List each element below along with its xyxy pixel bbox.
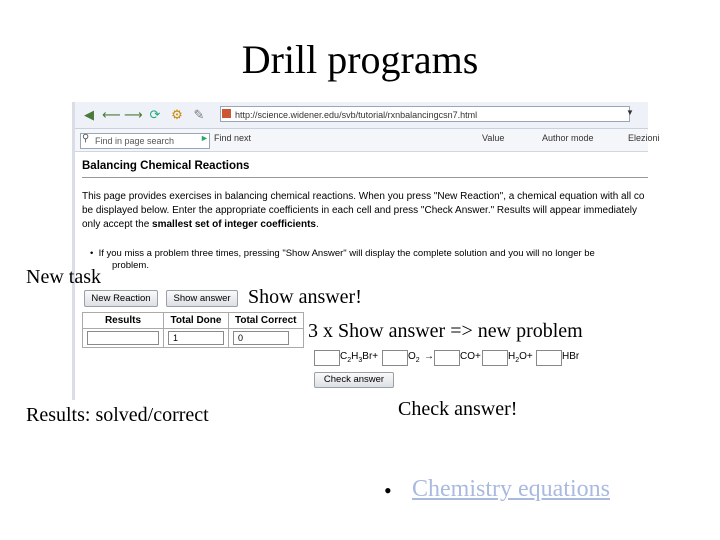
table-row xyxy=(83,329,304,348)
find-next-icon[interactable]: ► xyxy=(200,133,209,143)
favicon-icon xyxy=(222,109,231,118)
edit-icon[interactable]: ✎ xyxy=(193,107,205,122)
total-done-field[interactable]: 1 xyxy=(168,331,224,345)
chemistry-equations-link[interactable]: Chemistry equations xyxy=(412,476,610,502)
species-o2 xyxy=(408,350,420,368)
reload-icon[interactable]: ⟳ xyxy=(149,107,161,122)
intro-line-1: This page provides exercises in balancing chemical reactions. When you press "New Reaction", a chemical equation with all co xyxy=(82,191,645,202)
total-correct-field[interactable]: 0 xyxy=(233,331,289,345)
intro-line-3-post: . xyxy=(316,219,319,230)
intro-line-2: be displayed below. Enter the appropriate coefficients in each cell and press "Check Answer." Results will appear immediately xyxy=(82,205,637,216)
species-2-sub: 2 xyxy=(415,357,420,364)
heading-divider xyxy=(82,177,648,178)
show-answer-button[interactable]: Show answer xyxy=(166,290,238,307)
new-reaction-button[interactable]: New Reaction xyxy=(84,290,158,307)
annotation-check-answer: Check answer! xyxy=(398,398,518,420)
species-1-end: Br+ xyxy=(362,351,379,362)
results-table xyxy=(82,312,304,348)
species-h2o xyxy=(508,350,533,368)
annotation-new-task: New task xyxy=(26,266,101,288)
coefficient-input-1[interactable] xyxy=(314,350,340,366)
find-next-button[interactable]: Find next xyxy=(214,133,252,143)
annotation-show-answer: Show answer! xyxy=(248,286,362,308)
page-bullet xyxy=(90,248,595,272)
coefficient-input-5[interactable] xyxy=(536,350,562,366)
species-c2h3br xyxy=(340,350,378,368)
annotation-three-x: 3 x Show answer => new problem xyxy=(308,320,583,342)
species-4-sub: 2 xyxy=(515,357,520,364)
species-2-o: O xyxy=(408,351,416,362)
species-1-h: H xyxy=(351,351,359,362)
intro-line-3-pre: only accept the xyxy=(82,219,153,230)
toolbar-item-value[interactable]: Value xyxy=(482,133,505,143)
reaction-arrow: → xyxy=(424,351,434,362)
bullet-line-1: • If you miss a problem three times, pressing "Show Answer" will display the complete solution and you will no longer be xyxy=(90,248,595,259)
bullet-line-2: problem. xyxy=(112,260,149,271)
slide-title: Drill programs xyxy=(241,37,479,82)
toolbar-item-author-mode[interactable]: Author mode xyxy=(542,133,594,143)
find-input[interactable]: Find in page search xyxy=(80,133,210,149)
search-icon: ⚲ xyxy=(82,133,90,144)
species-4-h: H xyxy=(508,351,516,362)
species-4-end: O+ xyxy=(519,351,533,362)
table-header-results: Results xyxy=(83,313,164,329)
coefficient-input-2[interactable] xyxy=(382,350,408,366)
annotation-results: Results: solved/correct xyxy=(26,404,209,426)
coefficient-input-4[interactable] xyxy=(482,350,508,366)
page-heading: Balancing Chemical Reactions xyxy=(82,160,250,172)
forward-icon[interactable]: ⟶ xyxy=(124,107,143,122)
chevron-down-icon[interactable]: ▼ xyxy=(626,108,634,117)
total-done-cell xyxy=(164,329,229,348)
species-1-sub-2: 3 xyxy=(358,357,363,364)
intro-paragraph xyxy=(82,190,648,232)
home-icon[interactable]: ⚙ xyxy=(171,107,183,122)
results-cell xyxy=(83,329,164,348)
forward-back-icon[interactable]: ⟵ xyxy=(102,107,121,122)
species-co: CO+ xyxy=(460,351,481,362)
coefficient-input-3[interactable] xyxy=(434,350,460,366)
bullet-line-1-text: If you miss a problem three times, pressing "Show Answer" will display the complete solution and you will no longer be xyxy=(98,248,595,259)
total-correct-cell xyxy=(229,329,304,348)
species-1-sub-1: 2 xyxy=(347,357,352,364)
address-bar[interactable]: http://science.widener.edu/svb/tutorial/rxnbalancingcsn7.html xyxy=(220,106,630,122)
toolbar-item-elezioni[interactable]: Elezioni xyxy=(628,133,660,143)
results-field[interactable] xyxy=(87,331,159,345)
bullet-marker: • xyxy=(384,478,392,503)
table-header-total-correct: Total Correct xyxy=(229,313,304,329)
intro-line-3-bold: smallest set of integer coefficients xyxy=(152,219,316,230)
species-1-c: C xyxy=(340,351,348,362)
table-header-total-done: Total Done xyxy=(164,313,229,329)
intro-line-3 xyxy=(82,218,648,232)
check-answer-button[interactable]: Check answer xyxy=(314,372,394,388)
back-icon[interactable]: ◀ xyxy=(84,107,94,122)
table-header-row xyxy=(83,313,304,329)
species-hbr: HBr xyxy=(562,351,580,362)
